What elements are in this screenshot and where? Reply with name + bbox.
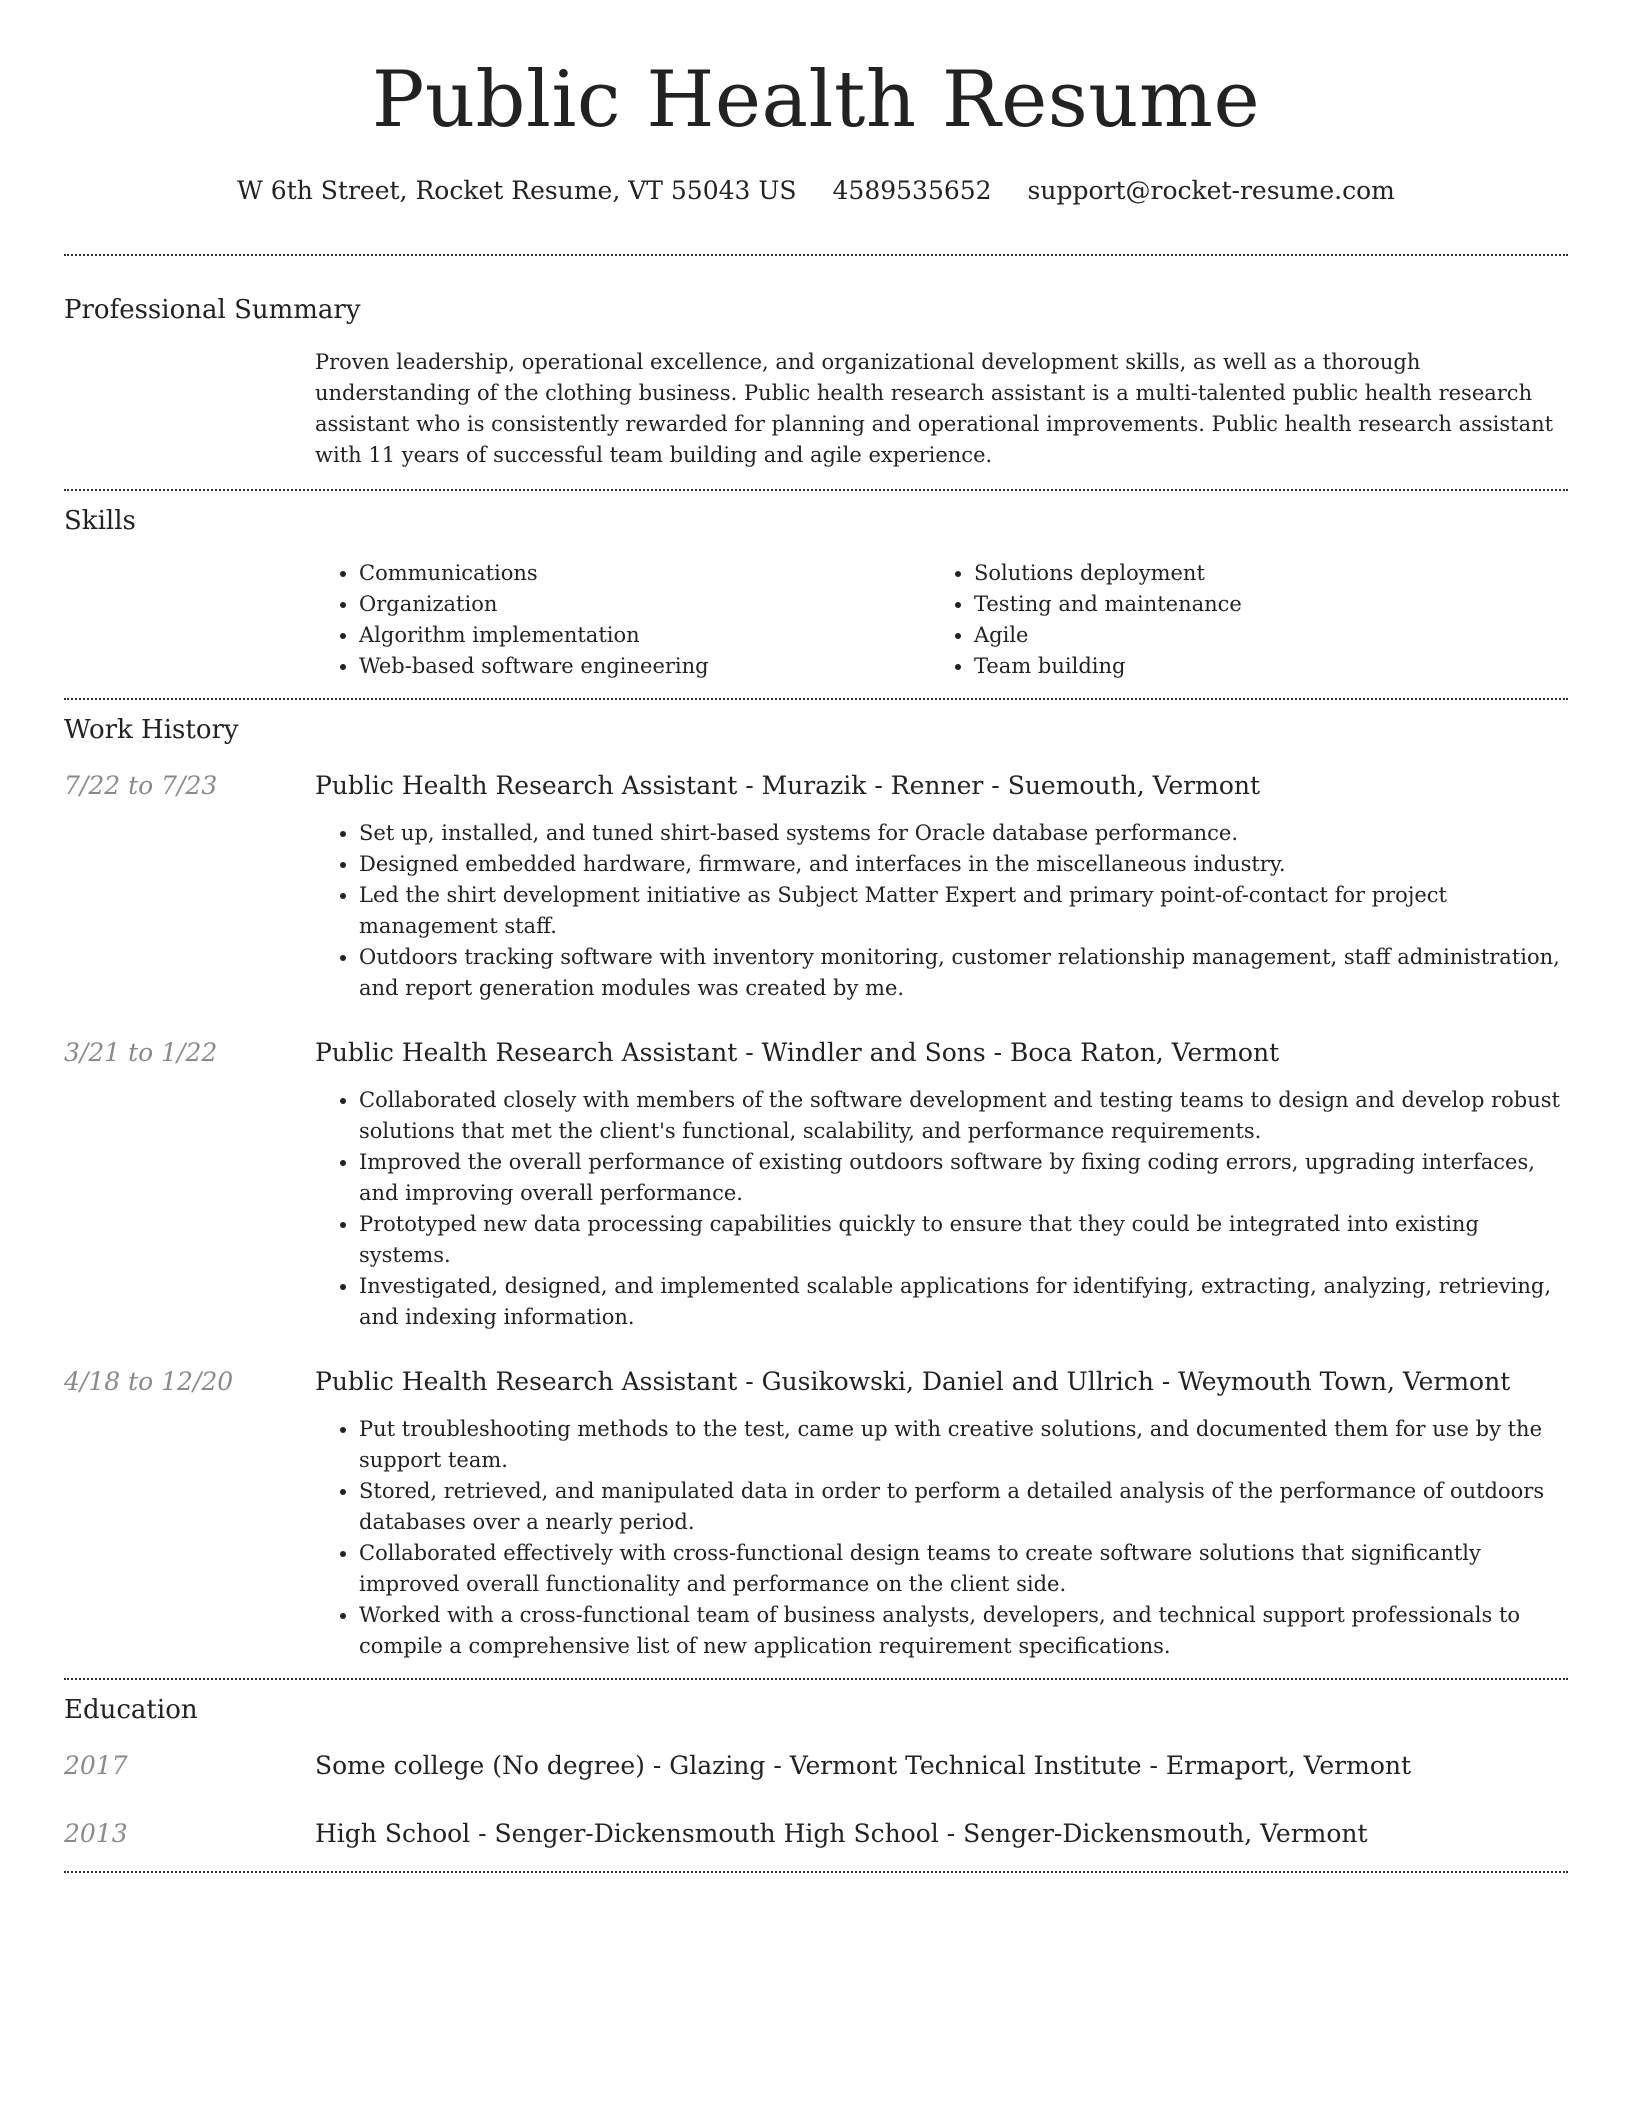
- resume-title: Public Health Resume: [371, 55, 1261, 145]
- skill-item: • Algorithm implementation: [359, 620, 930, 651]
- skills-column-2: [930, 558, 1374, 682]
- job-entry: [64, 1036, 1568, 1333]
- skill-item: • Testing and maintenance: [974, 589, 1374, 620]
- job-title: Public Health Research Assistant - Gusikowski, Daniel and Ullrich - Weymouth Town, Vermont: [315, 1367, 1511, 1396]
- job-bullet: • Led the shirt development initiative as Subject Matter Expert and primary point-of-contact for project management staff.: [359, 880, 1568, 942]
- section-education: [64, 1680, 1568, 1871]
- job-title: Public Health Research Assistant - Windler and Sons - Boca Raton, Vermont: [315, 1038, 1280, 1067]
- job-bullet: • Prototyped new data processing capabilities quickly to ensure that they could be integrated into existing systems.: [359, 1209, 1568, 1271]
- job-entry: [64, 1365, 1568, 1662]
- job-bullet: • Designed embedded hardware, firmware, and interfaces in the miscellaneous industry.: [359, 849, 1568, 880]
- summary-heading: Professional Summary: [64, 295, 361, 325]
- job-bullets: [315, 818, 1568, 1004]
- job-bullet: • Collaborated effectively with cross-functional design teams to create software solutions that significantly improved overall functionality and performance on the client side.: [359, 1538, 1568, 1600]
- job-date: 4/18 to 12/20: [64, 1367, 234, 1396]
- contact-address: W 6th Street, Rocket Resume, VT 55043 US: [237, 176, 797, 205]
- education-entry: [64, 1817, 1568, 1851]
- skill-item: • Team building: [974, 651, 1374, 682]
- skills-grid: [315, 558, 1568, 682]
- job-bullet: • Improved the overall performance of existing outdoors software by fixing coding errors, upgrading interfaces, and improving overall performance.: [359, 1147, 1568, 1209]
- job-bullet: • Set up, installed, and tuned shirt-based systems for Oracle database performance.: [359, 818, 1568, 849]
- contact-line: [64, 174, 1568, 208]
- skill-item: • Solutions deployment: [974, 558, 1374, 589]
- job-bullet: • Worked with a cross-functional team of business analysts, developers, and technical support professionals to compile a comprehensive list of new application requirement specifications.: [359, 1600, 1568, 1662]
- job-bullets: [315, 1085, 1568, 1333]
- education-heading: Education: [64, 1695, 198, 1725]
- section-summary: [64, 256, 1568, 489]
- section-skills: [64, 491, 1568, 698]
- job-bullet: • Investigated, designed, and implemented scalable applications for identifying, extracting, analyzing, retrieving, and indexing information.: [359, 1271, 1568, 1333]
- job-title: Public Health Research Assistant - Murazik - Renner - Suemouth, Vermont: [315, 771, 1261, 800]
- skills-body: [315, 558, 1568, 682]
- skill-item: • Agile: [974, 620, 1374, 651]
- education-title: Some college (No degree) - Glazing - Vermont Technical Institute - Ermaport, Vermont: [315, 1751, 1412, 1780]
- divider-education: [64, 1871, 1568, 1873]
- job-body: [315, 1365, 1568, 1662]
- education-date: 2017: [64, 1751, 128, 1780]
- skill-item: • Communications: [359, 558, 930, 589]
- job-body: [315, 769, 1568, 1004]
- skill-item: • Organization: [359, 589, 930, 620]
- education-body: [315, 1749, 1568, 1783]
- section-work-history: [64, 700, 1568, 1678]
- contact-phone: 4589535652: [832, 176, 992, 205]
- job-entry: [64, 769, 1568, 1004]
- summary-text: Proven leadership, operational excellence, and organizational development skills, as well as a thorough understanding of the clothing business. Public health research assistant is a multi-talented public health research assistant who is consistently rewarded for planning and operational improvements. Public health research assistant with 11 years of successful team building and agile experience.: [315, 350, 1554, 467]
- education-body: [315, 1817, 1568, 1851]
- job-bullet: • Stored, retrieved, and manipulated data in order to perform a detailed analysis of the performance of outdoors databases over a nearly period.: [359, 1476, 1568, 1538]
- job-date: 3/21 to 1/22: [64, 1038, 218, 1067]
- contact-email: support@rocket-resume.com: [1027, 176, 1395, 205]
- job-bullet: • Put troubleshooting methods to the test, came up with creative solutions, and documented them for use by the support team.: [359, 1414, 1568, 1476]
- work-history-heading: Work History: [64, 715, 239, 745]
- skill-item: • Web-based software engineering: [359, 651, 930, 682]
- job-bullet: • Outdoors tracking software with inventory monitoring, customer relationship management, staff administration, and report generation modules was created by me.: [359, 942, 1568, 1004]
- job-bullet: • Collaborated closely with members of the software development and testing teams to design and develop robust solutions that met the client's functional, scalability, and performance requirements.: [359, 1085, 1568, 1147]
- education-date: 2013: [64, 1819, 128, 1848]
- summary-body: [315, 347, 1568, 471]
- education-title: High School - Senger-Dickensmouth High School - Senger-Dickensmouth, Vermont: [315, 1819, 1368, 1848]
- job-date: 7/22 to 7/23: [64, 771, 218, 800]
- skills-column-1: [315, 558, 930, 682]
- education-entry: [64, 1749, 1568, 1783]
- job-bullets: [315, 1414, 1568, 1662]
- skills-heading: Skills: [64, 506, 136, 536]
- job-body: [315, 1036, 1568, 1333]
